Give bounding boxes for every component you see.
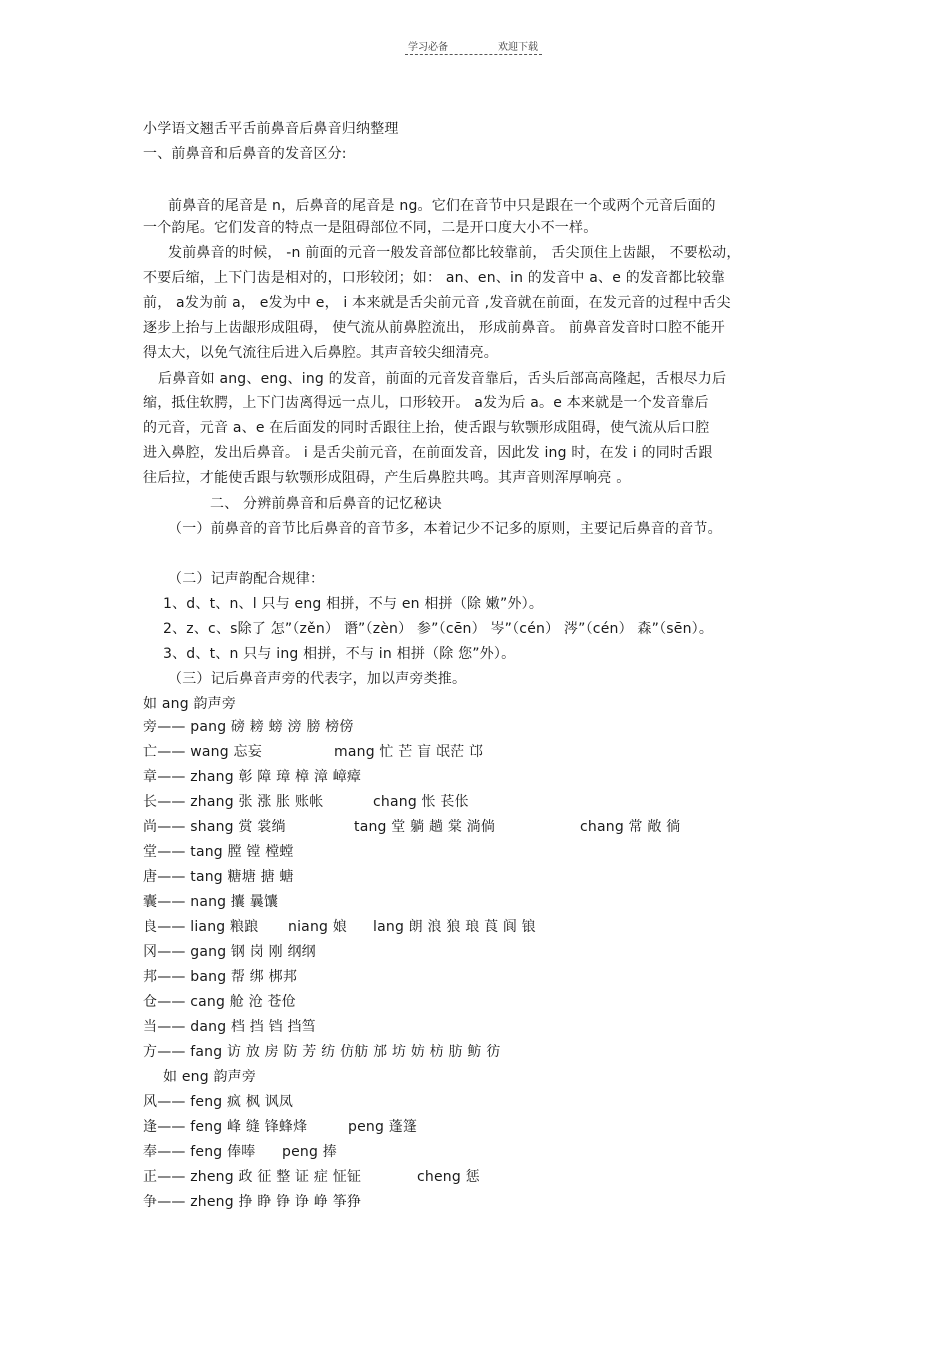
- radical-entry: 章—— zhang 彰 障 璋 樟 漳 嶂瘴: [143, 769, 362, 785]
- para3-line: 后鼻音如 ang、eng、ing 的发音，前面的元音发音靠后，舌头后部高高隆起，舌根尽力后: [158, 371, 727, 387]
- para2-line: 发前鼻音的时候， -n 前面的元音一般发音部位都比较靠前， 舌尖顶住上齿龈， 不要松动，: [168, 245, 741, 261]
- radical-row: [143, 918, 536, 936]
- radical-row: [143, 1118, 418, 1136]
- radical-row: [143, 843, 294, 861]
- radical-entry: 旁—— pang 磅 耪 螃 滂 膀 榜傍: [143, 719, 354, 735]
- radical-entry: chang 怅 苌伥: [373, 794, 469, 810]
- radical-entry: 正—— zheng 政 征 整 证 症 怔钲: [143, 1169, 362, 1185]
- radical-entry: cheng 惩: [417, 1169, 480, 1185]
- radical-entry: 堂—— tang 膛 镗 樘螳: [143, 844, 294, 860]
- radical-entry: 仓—— cang 舱 沧 苍伧: [143, 994, 296, 1010]
- section-2-heading: 二、 分辨前鼻音和后鼻音的记忆秘诀: [210, 496, 442, 512]
- radical-entry: 奉—— feng 俸唪: [143, 1144, 256, 1160]
- radical-entry: peng 捧: [282, 1144, 337, 1160]
- radical-entry: 方—— fang 访 放 房 防 芳 纺 仿舫 邡 坊 妨 枋 肪 鲂 彷: [143, 1044, 501, 1060]
- radical-entry: mang 忙 芒 盲 氓茫 邙: [334, 744, 484, 760]
- radical-entry: tang 堂 躺 趟 棠 淌倘: [354, 819, 496, 835]
- para3-line: 的元音，元音 a、e 在后面发的同时舌跟往上抬，使舌跟与软颚形成阻碍，使气流从后口腔: [143, 420, 710, 436]
- subsection-1: （一）前鼻音的音节比后鼻音的音节多，本着记少不记多的原则，主要记后鼻音的音节。: [168, 521, 722, 537]
- radical-row: [143, 993, 296, 1011]
- radical-row: [143, 1143, 337, 1161]
- rule-line: 3、d、t、n 只与 ing 相拼，不与 in 相拼（除 您”外）。: [163, 646, 516, 662]
- subsection-2: （二）记声韵配合规律：: [168, 571, 325, 587]
- radical-row: [143, 743, 484, 761]
- radical-row: [143, 868, 294, 886]
- radical-entry: lang 朗 浪 狼 琅 莨 阆 锒: [373, 919, 536, 935]
- radical-entry: 争—— zheng 挣 睁 铮 诤 峥 筝狰: [143, 1194, 362, 1210]
- radical-entry: 逢—— feng 峰 缝 锋蜂烽: [143, 1119, 308, 1135]
- para1-line: 前鼻音的尾音是 n，后鼻音的尾音是 ng。它们在音节中只是跟在一个或两个元音后面的: [168, 198, 716, 214]
- rule-line: 1、d、t、n、l 只与 eng 相拼，不与 en 相拼（除 嫩”外）。: [163, 596, 544, 612]
- radical-entry: 亡—— wang 忘妄: [143, 744, 262, 760]
- radical-entry: 风—— feng 疯 枫 讽凤: [143, 1094, 294, 1110]
- section-1-heading: 一、前鼻音和后鼻音的发音区分:: [143, 146, 347, 162]
- ang-heading: 如 ang 韵声旁: [143, 696, 237, 712]
- radical-row: [143, 1193, 361, 1211]
- radical-row: [143, 1168, 480, 1186]
- para3-line: 往后拉，才能使舌跟与软颚形成阻碍，产生后鼻腔共鸣。其声音则浑厚响亮 。: [143, 470, 631, 486]
- radical-row: [143, 768, 361, 786]
- radical-entry: 长—— zhang 张 涨 胀 账帐: [143, 794, 324, 810]
- radical-row: [143, 1018, 316, 1036]
- header-left-text: 学习必备: [408, 42, 448, 53]
- radical-row: [143, 1043, 500, 1061]
- radical-row: [143, 893, 278, 911]
- para2-line: 不要后缩，上下门齿是相对的，口形较闭；如： an、en、in 的发音中 a、e 的发音都比较靠: [143, 270, 726, 286]
- radical-row: [143, 943, 316, 961]
- document-title: 小学语文翘舌平舌前鼻音后鼻音归纳整理: [143, 121, 399, 137]
- para3-line: 进入鼻腔，发出后鼻音。 i 是舌尖前元音，在前面发音，因此发 ing 时，在发 i 的同时舌跟: [143, 445, 713, 461]
- radical-row: [143, 793, 469, 811]
- radical-entry: chang 常 敞 徜: [580, 819, 681, 835]
- eng-heading: 如 eng 韵声旁: [163, 1069, 257, 1085]
- radical-entry: 冈—— gang 钢 岗 刚 纲纲: [143, 944, 316, 960]
- radical-entry: 囊—— nang 攮 曩馕: [143, 894, 279, 910]
- radical-entry: niang 娘: [288, 919, 347, 935]
- rule-line: 2、z、c、s除了 怎”（zěn） 谮”（zèn） 参”（cēn） 岑”（cén） 涔”（cén） 森”（sēn）。: [163, 621, 714, 637]
- radical-entry: 当—— dang 档 挡 铛 挡筜: [143, 1019, 316, 1035]
- para2-line: 得太大，以免气流往后进入后鼻腔。其声音较尖细清亮。: [143, 345, 498, 361]
- radical-entry: 唐—— tang 糖塘 搪 螗: [143, 869, 294, 885]
- para2-line: 逐步上抬与上齿龈形成阻碍， 使气流从前鼻腔流出， 形成前鼻音。 前鼻音发音时口腔不能开: [143, 320, 725, 336]
- radical-row: [143, 818, 681, 836]
- para1-line: 一个韵尾。它们发音的特点一是阻碍部位不同，二是开口度大小不一样。: [143, 220, 598, 236]
- para3-line: 缩，抵住软腭，上下门齿离得远一点儿，口形较开。 a发为后 a。e 本来就是一个发音靠后: [143, 395, 709, 411]
- subsection-3: （三）记后鼻音声旁的代表字，加以声旁类推。: [168, 671, 467, 687]
- para2-line: 前， a发为前 a， e发为中 e， i 本来就是舌尖前元音 ,发音就在前面，在发元音的过程中舌尖: [143, 295, 731, 311]
- radical-row: [143, 968, 297, 986]
- header-right-text: 欢迎下载: [498, 42, 538, 53]
- header-divider: [405, 54, 542, 55]
- radical-entry: peng 蓬篷: [348, 1119, 418, 1135]
- radical-entry: 邦—— bang 帮 绑 梆邦: [143, 969, 298, 985]
- radical-row: [143, 718, 354, 736]
- radical-entry: 尚—— shang 赏 裳绱: [143, 819, 286, 835]
- radical-row: [143, 1093, 293, 1111]
- radical-entry: 良—— liang 粮踉: [143, 919, 259, 935]
